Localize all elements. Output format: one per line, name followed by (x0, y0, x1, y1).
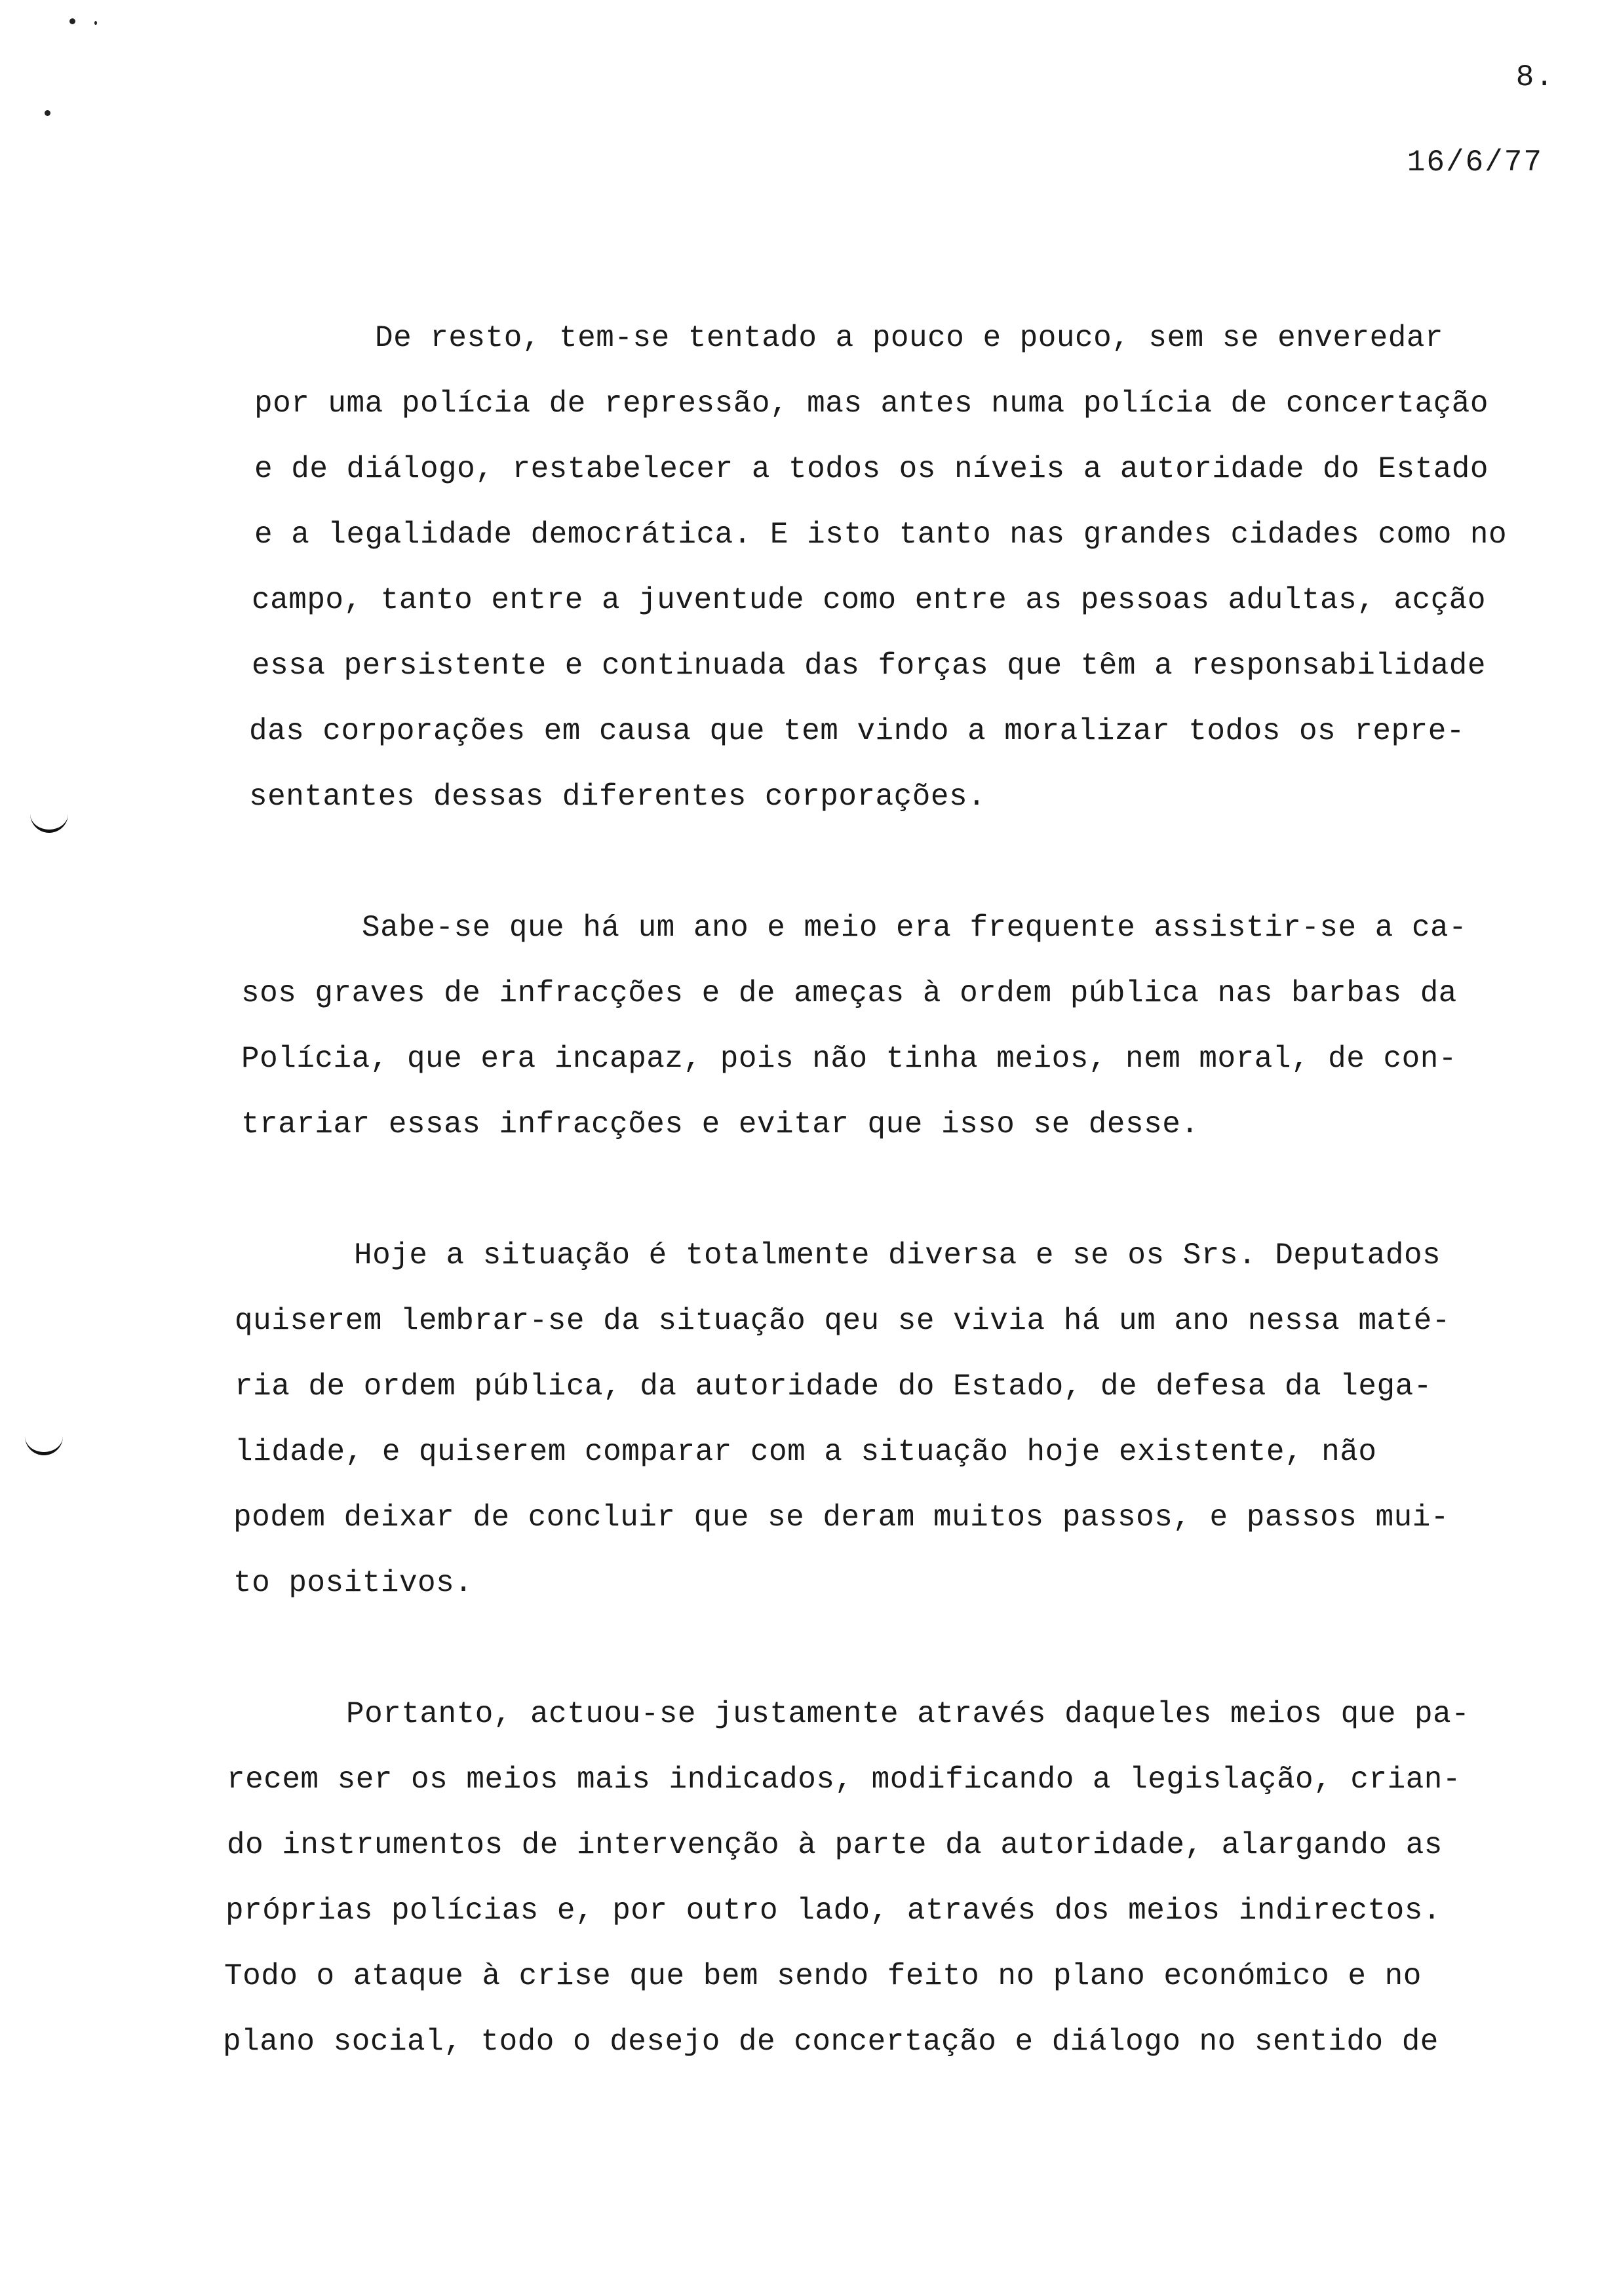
text-line: sentantes dessas diferentes corporações. (249, 780, 986, 814)
text-line: podem deixar de concluir que se deram muitos passos, e passos mui- (233, 1501, 1449, 1535)
text-line: Portanto, actuou-se justamente através daqueles meios que pa- (346, 1697, 1470, 1731)
text-line: ria de ordem pública, da autoridade do Estado, de defesa da lega- (235, 1369, 1432, 1404)
text-line: próprias polícias e, por outro lado, através dos meios indirectos. (225, 1894, 1441, 1928)
text-line: Hoje a situação é totalmente diversa e se os Srs. Deputados (354, 1238, 1441, 1272)
text-line: quiserem lembrar-se da situação qeu se vivia há um ano nessa maté- (235, 1304, 1450, 1338)
text-line: e de diálogo, restabelecer a todos os níveis a autoridade do Estado (254, 452, 1489, 486)
text-line: do instrumentos de intervenção à parte da autoridade, alargando as (227, 1828, 1443, 1862)
text-line: trariar essas infracções e evitar que isso se desse. (241, 1107, 1199, 1141)
text-line: sos graves de infracções e de ameças à ordem pública nas barbas da (241, 976, 1457, 1010)
text-line: recem ser os meios mais indicados, modificando a legislação, crian- (227, 1763, 1462, 1797)
text-line: De resto, tem-se tentado a pouco e pouco, sem se enveredar (375, 321, 1444, 355)
text-line: campo, tanto entre a juventude como entre as pessoas adultas, acção (252, 583, 1487, 617)
text-line: to positivos. (233, 1566, 473, 1600)
text-line: plano social, todo o desejo de concertação e diálogo no sentido de (223, 2025, 1439, 2059)
scan-speck (45, 110, 50, 116)
page-date: 16/6/77 (1407, 145, 1543, 180)
text-line: Polícia, que era incapaz, pois não tinha meios, nem moral, de con- (241, 1042, 1457, 1076)
text-line: e a legalidade democrática. E isto tanto nas grandes cidades como no (254, 518, 1508, 552)
scan-speck (69, 18, 75, 24)
text-line: Todo o ataque à crise que bem sendo feito no plano económico e no (224, 1959, 1422, 1993)
scan-speck (94, 21, 97, 25)
text-line: das corporações em causa que tem vindo a moralizar todos os repre- (249, 714, 1465, 748)
text-line: essa persistente e continuada das forças que têm a responsabilidade (252, 649, 1487, 683)
text-line: Sabe-se que há um ano e meio era frequente assistir-se a ca- (362, 911, 1468, 945)
margin-mark (25, 1435, 63, 1455)
margin-mark (30, 813, 68, 833)
page-number: 8. (1515, 60, 1555, 94)
text-line: lidade, e quiserem comparar com a situação hoje existente, não (235, 1435, 1377, 1469)
text-line: por uma polícia de repressão, mas antes numa polícia de concertação (254, 387, 1489, 421)
